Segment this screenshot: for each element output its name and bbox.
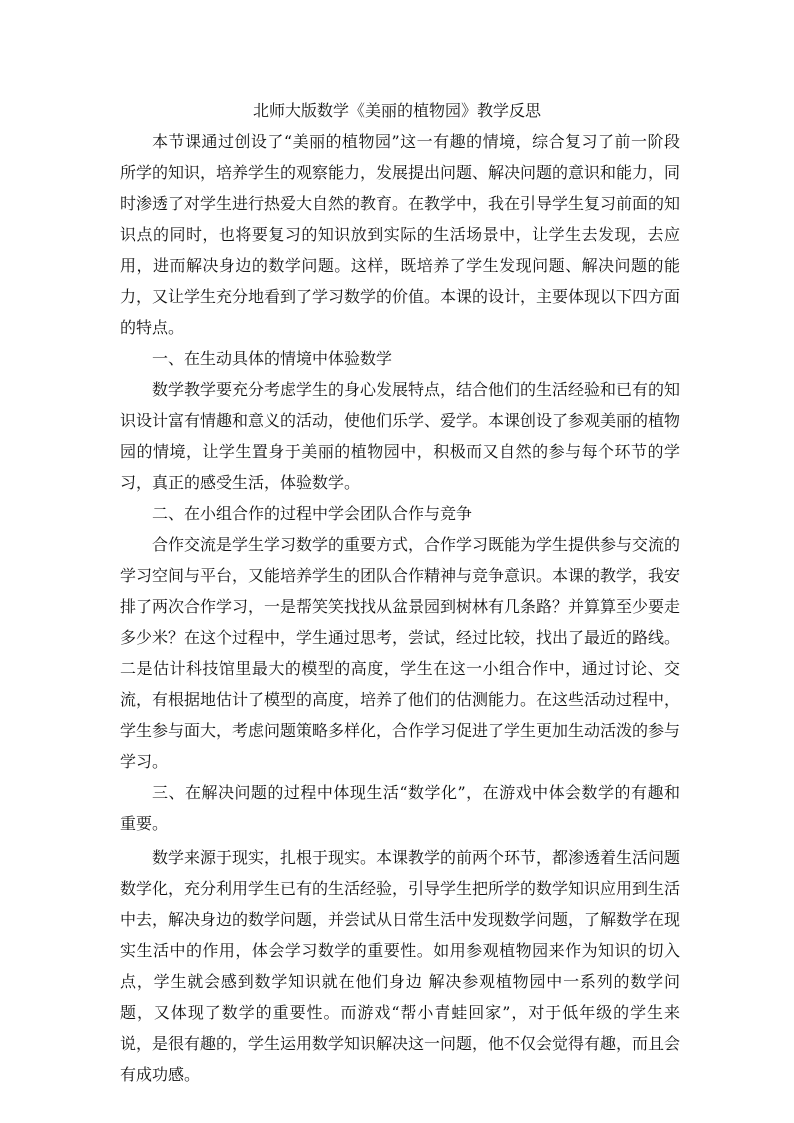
document-title: 北师大版数学《美丽的植物园》教学反思 — [252, 101, 541, 120]
section-heading-2: 二、在小组合作的过程中学会团队合作与竞争 — [152, 504, 473, 523]
paragraph-section-2: 合作交流是学生学习数学的重要方式，合作学习既能为学生提供参与交流的学习空间与平台，又能培养学生的团队合作精神与竞争意识。本课的教学，我安排了两次合作学习，一是帮笑笑找找从盆景园到树林有几条路？并算算至少要走多少米？在这个过程中，学生通过思考，尝试，经过比较，找出了最近的路线。二是估计科技馆里最大的模型的高度，学生在这一小组合作中，通过讨论、交流，有根据地估计了模型的高度，培养了他们的估测能力。在这些活动过程中，学生参与面大，考虑问题策略多样化，合作学习促进了学生更加生动活泼的参与学习。 — [120, 535, 681, 771]
document-body — [120, 126, 680, 1090]
paragraph-section-3: 数学来源于现实，扎根于现实。本课教学的前两个环节，都渗透着生活问题数学化，充分利用学生已有的生活经验，引导学生把所学的数学知识应用到生活中去，解决身边的数学问题，并尝试从日常生活中发现数学问题，了解数学在现实生活中的作用，体会学习数学的重要性。如用参观植物园来作为知识的切入点，学生就会感到数学知识就在他们身边 解决参观植物园中一系列的数学问题，又体现了数学的重要性。而游戏“帮小青蛙回家”，对于低年级的学生来说，是很有趣的，学生运用数学知识解决这一问题，他不仅会觉得有趣，而且会有成功感。 — [120, 848, 681, 1084]
paragraph-intro: 本节课通过创设了“美丽的植物园”这一有趣的情境，综合复习了前一阶段所学的知识，培养学生的观察能力，发展提出问题、解决问题的意识和能力，同时渗透了对学生进行热爱大自然的教育。在教学中，我在引导学生复习前面的知识点的同时，也将要复习的知识放到实际的生活场景中，让学生去发现，去应用，进而解决身边的数学问题。这样，既培养了学生发现问题、解决问题的能力，又让学生充分地看到了学习数学的价值。本课的设计，主要体现以下四方面的特点。 — [120, 132, 681, 337]
section-heading-1: 一、在生动具体的情境中体验数学 — [152, 349, 393, 368]
section-heading-3: 三、在解决问题的过程中体现生活“数学化”，在游戏中体会数学的有趣和重要。 — [120, 783, 680, 833]
paragraph-section-1: 数学教学要充分考虑学生的身心发展特点，结合他们的生活经验和已有的知识设计富有情趣和意义的活动，使他们乐学、爱学。本课创设了参观美丽的植物园的情境，让学生置身于美丽的植物园中，积极而又自然的参与每个环节的学习，真正的感受生活，体验数学。 — [120, 380, 681, 492]
